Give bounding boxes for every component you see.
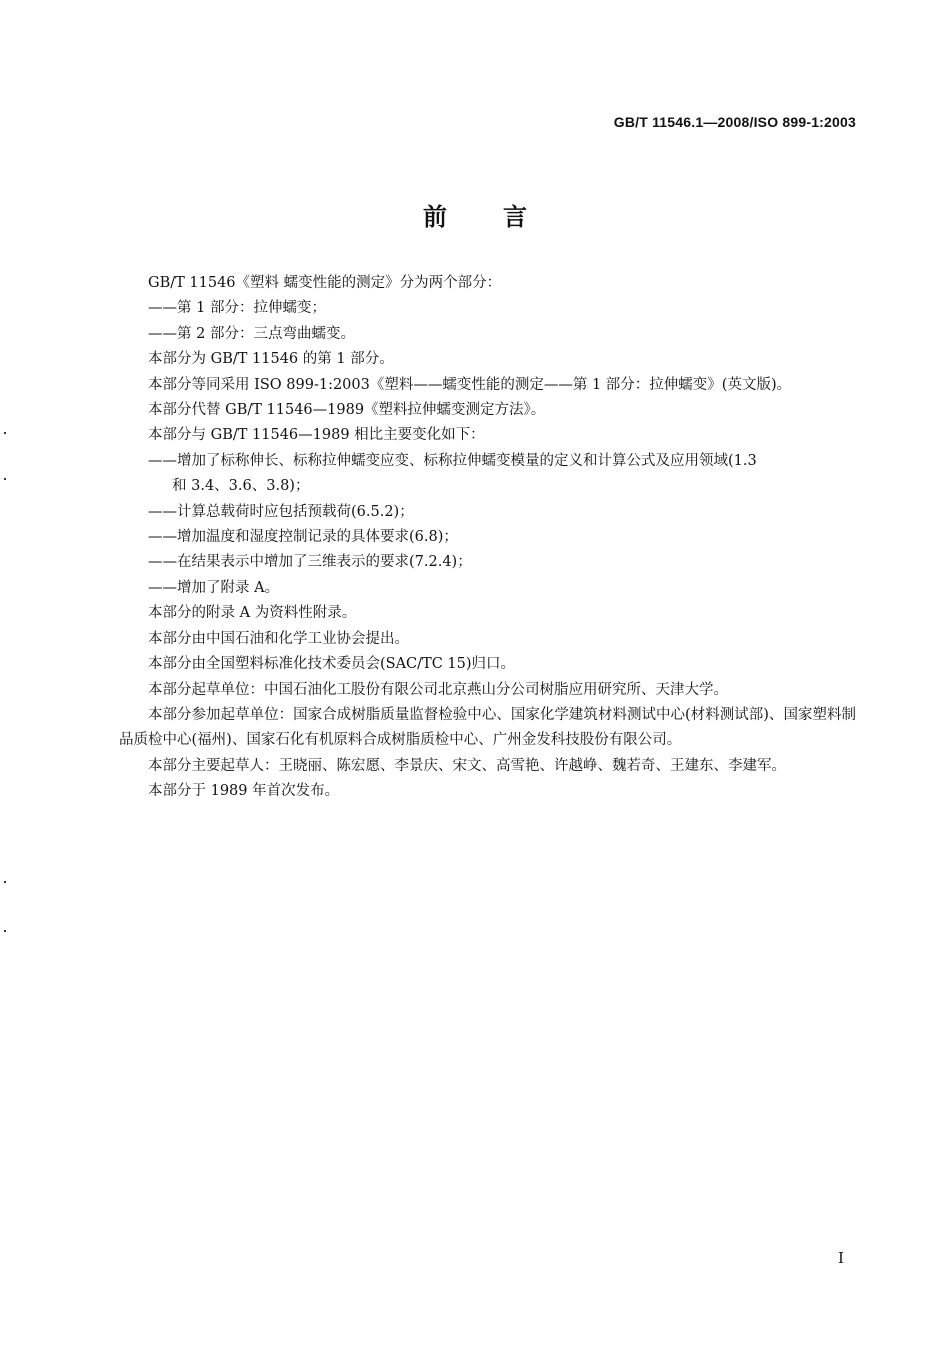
paragraph-participating-units: 本部分参加起草单位：国家合成树脂质量监督检验中心、国家化学建筑材料测试中心(材料测试部)、国家塑料制品质检中心(福州)、国家石化有机原料合成树脂质检中心、广州金发科技股份有限公司。 [119,706,856,749]
scan-artifact-dot [4,478,6,480]
paragraph-drafters: 本部分主要起草人：王晓丽、陈宏愿、李景庆、宋文、高雪艳、许越峥、魏若奇、王建东、李建军。 [148,757,786,774]
list-item-change-3: ——增加温度和湿度控制记录的具体要求(6.8)； [148,529,458,546]
scan-artifact-dot [4,930,6,932]
page-number: I [838,1249,844,1267]
list-item-change-1-line-2: 和 3.4、3.6、3.8)； [172,478,310,495]
paragraph-first-issued: 本部分于 1989 年首次发布。 [148,783,340,800]
scan-artifact-dot [4,432,6,434]
page-title [0,197,950,232]
paragraph-replaces: 本部分代替 GB/T 11546—1989《塑料拉伸蠕变测定方法》。 [148,402,546,419]
paragraph-drafting-units: 本部分起草单位：中国石油化工股份有限公司北京燕山分公司树脂应用研究所、天津大学。 [148,681,728,698]
paragraph-proposed-by: 本部分由中国石油和化学工业协会提出。 [148,630,409,647]
list-item-change-4: ——在结果表示中增加了三维表示的要求(7.2.4)； [148,554,472,571]
list-item-change-5: ——增加了附录 A。 [148,579,280,596]
scan-artifact-dot [4,881,6,883]
paragraph-changes-intro: 本部分与 GB/T 11546—1989 相比主要变化如下： [148,427,485,444]
title-char-1: 前 [423,203,447,231]
paragraph-managed-by: 本部分由全国塑料标准化技术委员会(SAC/TC 15)归口。 [148,656,516,673]
list-item-part-1: ——第 1 部分：拉伸蠕变； [148,300,326,317]
paragraph-adoption: 本部分等同采用 ISO 899-1:2003《塑料——蠕变性能的测定——第 1 部分：拉伸蠕变》(英文版)。 [148,376,792,393]
list-item-change-1-line-1: ——增加了标称伸长、标称拉伸蠕变应变、标称拉伸蠕变模量的定义和计算公式及应用领域(1.3 [148,452,757,469]
list-item-change-2: ——计算总载荷时应包括预载荷(6.5.2)； [148,503,414,520]
paragraph-parts-intro: GB/T 11546《塑料 蠕变性能的测定》分为两个部分： [148,275,502,291]
paragraph-part-statement: 本部分为 GB/T 11546 的第 1 部分。 [148,351,394,368]
standard-number: GB/T 11546.1—2008/ISO 899-1:2003 [613,114,856,130]
list-item-part-2: ——第 2 部分：三点弯曲蠕变。 [148,325,355,342]
paragraph-annex: 本部分的附录 A 为资料性附录。 [148,605,357,622]
foreword-body [119,271,856,805]
title-char-2: 言 [503,203,527,231]
